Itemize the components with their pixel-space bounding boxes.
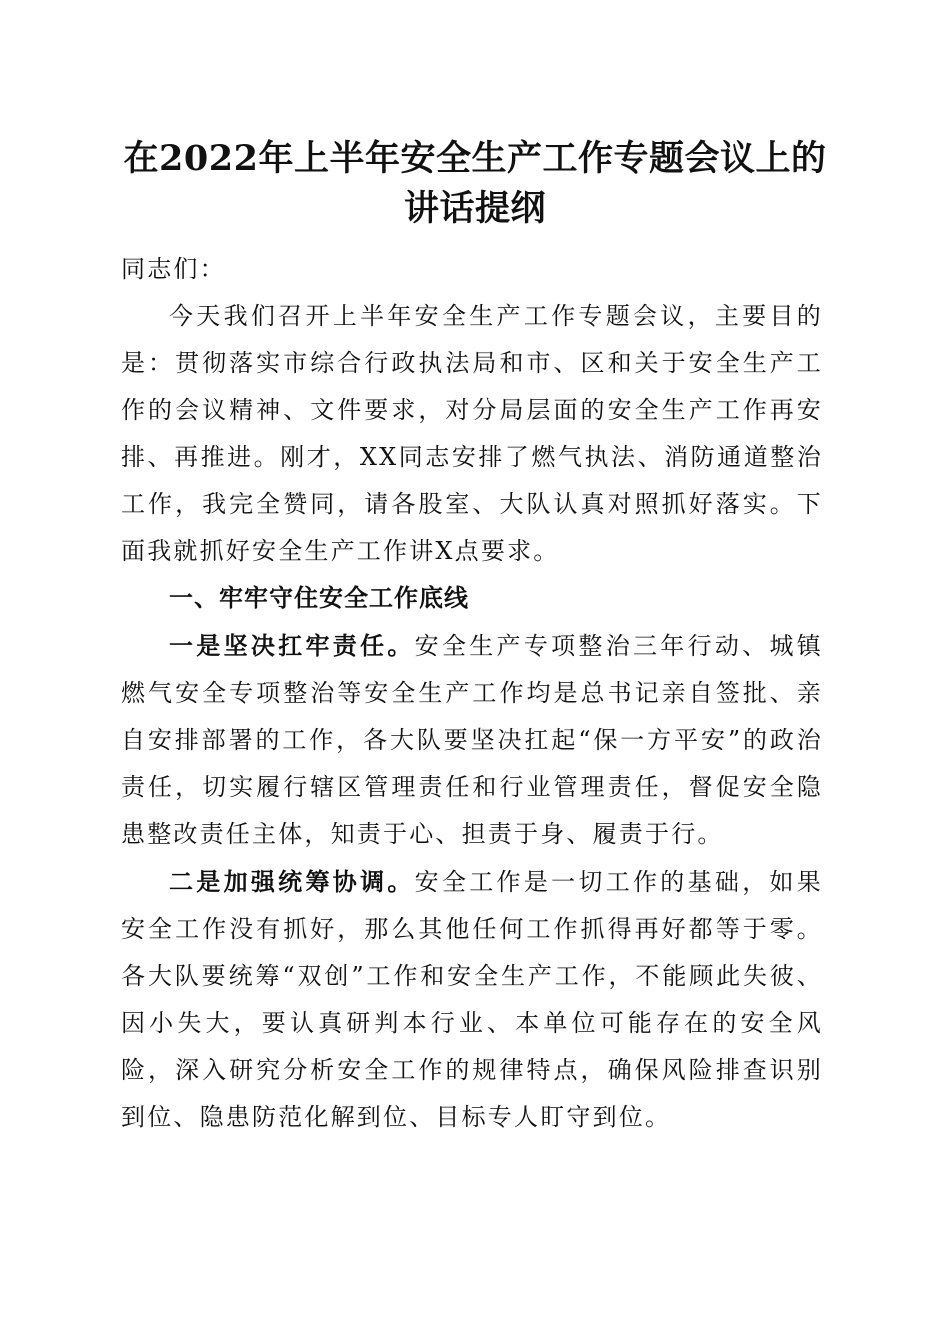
point-1-text: 安全生产专项整治三年行动、城镇燃气安全专项整治等安全生产工作均是总书记亲自签批、亲自安排部署的工作，各大队要坚决扛起“保一方平安”的政治责任，切实履行辖区管理责任和行业管理责任，督促安全隐患整改责任主体，知责于心、担责于身、履责于行。 xyxy=(121,632,823,848)
point-1-lead: 一是坚决扛牢责任。 xyxy=(169,631,415,660)
intro-paragraph: 今天我们召开上半年安全生产工作专题会议，主要目的是：贯彻落实市综合行政执法局和市、区和关于安全生产工作的会议精神、文件要求，对分局层面的安全生产工作再安排、再推进。刚才，XX同志安排了燃气执法、消防通道整治工作，我完全赞同，请各股室、大队认真对照抓好落实。下面我就抓好安全生产工作讲X点要求。 xyxy=(121,302,823,565)
point-1-paragraph xyxy=(121,622,823,858)
title-line-2: 讲话提纲 xyxy=(403,188,546,229)
point-2-lead: 二是加强统筹协调。 xyxy=(169,867,415,896)
document-body xyxy=(121,246,823,1141)
document-title xyxy=(100,134,850,234)
greeting: 同志们： xyxy=(121,255,226,283)
section-heading-1: 一、牢牢守住安全工作底线 xyxy=(169,584,469,612)
point-2-paragraph xyxy=(121,858,823,1141)
title-line-1: 在2022年上半年安全生产工作专题会议上的 xyxy=(123,138,827,179)
point-2-text: 安全工作是一切工作的基础，如果安全工作没有抓好，那么其他任何工作抓得再好都等于零。各大队要统筹“双创”工作和安全生产工作，不能顾此失彼、因小失大，要认真研判本行业、本单位可能存在的安全风险，深入研究分析安全工作的规律特点，确保风险排查识别到位、隐患防范化解到位、目标专人盯守到位。 xyxy=(121,868,823,1131)
